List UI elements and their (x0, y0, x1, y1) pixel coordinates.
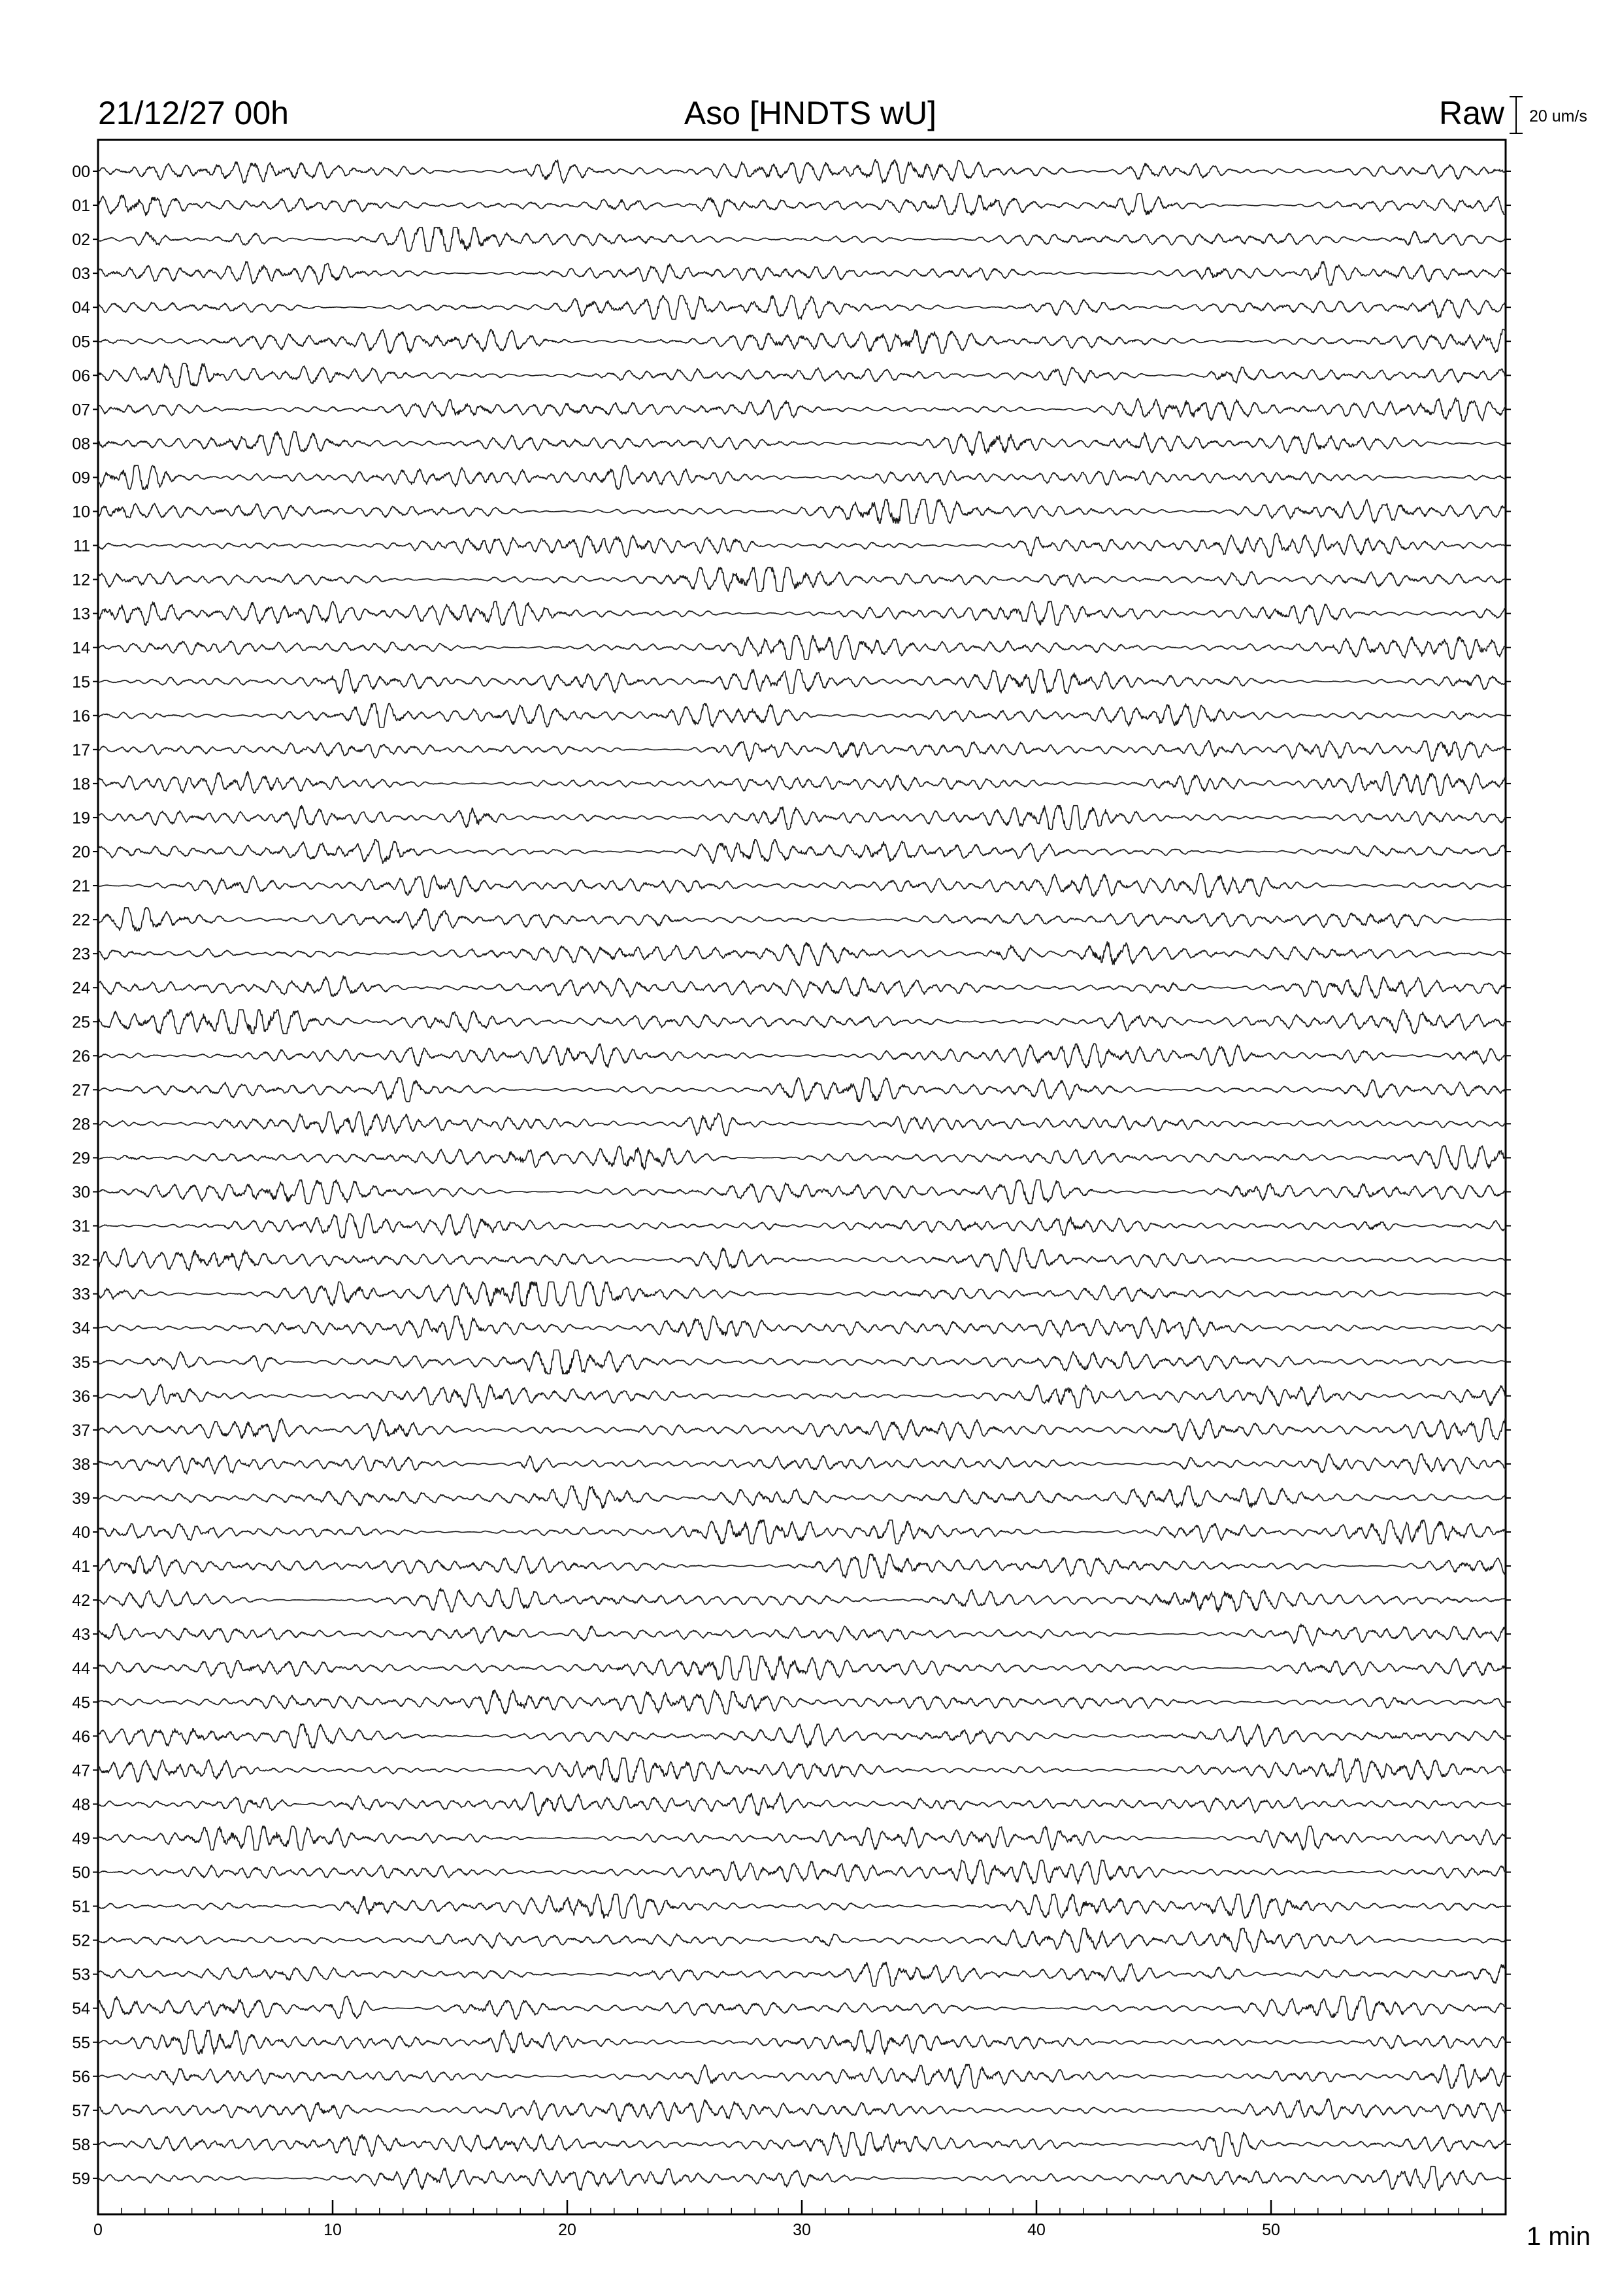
trace-row-28 (98, 1112, 1506, 1135)
row-label-26: 26 (72, 1047, 90, 1066)
row-label-40: 40 (72, 1523, 90, 1542)
row-label-59: 59 (72, 2169, 90, 2188)
row-label-56: 56 (72, 2067, 90, 2086)
trace-row-27 (98, 1078, 1506, 1102)
row-label-18: 18 (72, 774, 90, 793)
trace-row-25 (98, 1010, 1506, 1034)
row-label-24: 24 (72, 979, 90, 998)
row-label-13: 13 (72, 605, 90, 624)
row-label-12: 12 (72, 571, 90, 590)
row-label-36: 36 (72, 1387, 90, 1406)
trace-row-33 (98, 1282, 1506, 1306)
trace-row-40 (98, 1520, 1506, 1544)
x-tick-label-40: 40 (1027, 2221, 1046, 2239)
trace-row-41 (98, 1554, 1506, 1578)
trace-row-00 (98, 159, 1506, 183)
x-tick-label-0: 0 (93, 2221, 103, 2239)
row-label-52: 52 (72, 1931, 90, 1950)
row-label-45: 45 (72, 1693, 90, 1712)
row-label-44: 44 (72, 1659, 90, 1678)
row-label-58: 58 (72, 2135, 90, 2154)
trace-row-30 (98, 1180, 1506, 1203)
trace-row-38 (98, 1454, 1506, 1474)
trace-row-17 (98, 740, 1506, 761)
trace-row-20 (98, 840, 1506, 863)
row-label-27: 27 (72, 1081, 90, 1100)
trace-row-14 (98, 636, 1506, 659)
row-label-01: 01 (72, 197, 90, 216)
row-label-00: 00 (72, 163, 90, 181)
row-label-54: 54 (72, 1999, 90, 2018)
trace-row-45 (98, 1690, 1506, 1714)
row-label-48: 48 (72, 1795, 90, 1814)
chart-title: Aso [HNDTS wU] (684, 95, 937, 131)
trace-row-02 (98, 227, 1506, 251)
row-label-55: 55 (72, 2033, 90, 2052)
trace-row-03 (98, 261, 1506, 286)
row-label-09: 09 (72, 469, 90, 488)
trace-row-11 (98, 533, 1506, 557)
trace-row-09 (98, 465, 1506, 490)
x-axis-ticks (98, 2200, 1506, 2214)
trace-row-50 (98, 1860, 1506, 1884)
row-label-21: 21 (72, 877, 90, 896)
trace-row-49 (98, 1826, 1506, 1850)
trace-row-29 (98, 1146, 1506, 1170)
trace-row-05 (98, 329, 1506, 354)
x-tick-label-10: 10 (323, 2221, 342, 2239)
x-tick-label-50: 50 (1262, 2221, 1280, 2239)
x-unit-label: 1 min (1527, 2222, 1591, 2251)
row-label-16: 16 (72, 707, 90, 725)
row-label-11: 11 (73, 537, 90, 556)
trace-row-23 (98, 942, 1506, 966)
trace-row-01 (98, 193, 1506, 218)
trace-row-18 (98, 772, 1506, 795)
trace-row-34 (98, 1316, 1506, 1340)
row-label-43: 43 (72, 1625, 90, 1644)
trace-row-13 (98, 601, 1506, 625)
trace-row-46 (98, 1724, 1506, 1748)
trace-row-36 (98, 1384, 1506, 1408)
trace-row-53 (98, 1962, 1506, 1986)
trace-row-43 (98, 1623, 1506, 1646)
trace-row-35 (98, 1350, 1506, 1374)
trace-row-44 (98, 1656, 1506, 1680)
row-label-31: 31 (72, 1217, 90, 1236)
row-label-20: 20 (72, 843, 90, 861)
trace-row-47 (98, 1758, 1506, 1782)
row-label-42: 42 (72, 1591, 90, 1610)
trace-row-58 (98, 2133, 1506, 2156)
trace-row-10 (98, 499, 1506, 523)
row-label-08: 08 (72, 435, 90, 454)
trace-group (98, 159, 1506, 2190)
trace-row-24 (98, 976, 1506, 998)
row-label-03: 03 (72, 265, 90, 284)
row-label-34: 34 (72, 1319, 90, 1338)
row-label-22: 22 (72, 911, 90, 930)
row-label-05: 05 (72, 333, 90, 352)
trace-row-54 (98, 1997, 1506, 2020)
trace-row-22 (98, 908, 1506, 931)
x-tick-label-20: 20 (558, 2221, 576, 2239)
row-label-02: 02 (72, 231, 90, 250)
x-axis-tick-labels (93, 2221, 1280, 2239)
row-label-04: 04 (72, 299, 90, 318)
trace-row-37 (98, 1418, 1506, 1442)
trace-row-15 (98, 670, 1506, 694)
amplitude-scale-bar (1510, 97, 1587, 133)
row-label-41: 41 (72, 1557, 90, 1576)
trace-row-31 (98, 1214, 1506, 1238)
row-label-49: 49 (72, 1829, 90, 1848)
row-label-19: 19 (72, 808, 90, 827)
row-label-53: 53 (72, 1965, 90, 1984)
trace-row-21 (98, 874, 1506, 898)
trace-row-04 (98, 295, 1506, 319)
trace-row-26 (98, 1044, 1506, 1067)
trace-row-59 (98, 2167, 1506, 2191)
header-timestamp: 21/12/27 00h (98, 95, 289, 131)
row-label-39: 39 (72, 1489, 90, 1508)
scale-label: 20 um/s (1529, 107, 1587, 125)
trace-row-12 (98, 567, 1506, 591)
trace-row-19 (98, 806, 1506, 830)
trace-row-42 (98, 1588, 1506, 1612)
trace-row-16 (98, 704, 1506, 727)
row-label-group (72, 163, 90, 2188)
row-label-30: 30 (72, 1183, 90, 1202)
trace-row-39 (98, 1486, 1506, 1510)
row-label-17: 17 (72, 740, 90, 759)
trace-row-56 (98, 2065, 1506, 2088)
row-label-29: 29 (72, 1149, 90, 1168)
trace-row-06 (98, 363, 1506, 387)
row-label-50: 50 (72, 1863, 90, 1882)
trace-row-55 (98, 2031, 1506, 2055)
header-mode: Raw (1438, 95, 1504, 131)
row-label-37: 37 (72, 1421, 90, 1440)
trace-row-08 (98, 431, 1506, 455)
trace-row-07 (98, 398, 1506, 422)
row-label-07: 07 (72, 401, 90, 420)
row-label-38: 38 (72, 1455, 90, 1474)
row-label-15: 15 (72, 673, 90, 691)
row-label-47: 47 (72, 1761, 90, 1780)
row-label-32: 32 (72, 1251, 90, 1270)
trace-row-51 (98, 1894, 1506, 1918)
trace-row-32 (98, 1248, 1506, 1271)
plot-frame (98, 140, 1506, 2214)
row-label-28: 28 (72, 1115, 90, 1134)
row-label-46: 46 (72, 1727, 90, 1746)
trace-row-48 (98, 1792, 1506, 1816)
row-label-23: 23 (72, 945, 90, 964)
row-label-06: 06 (72, 367, 90, 386)
row-label-14: 14 (72, 639, 90, 657)
row-label-25: 25 (72, 1013, 90, 1032)
row-label-57: 57 (72, 2101, 90, 2120)
trace-row-52 (98, 1928, 1506, 1952)
row-label-35: 35 (72, 1353, 90, 1372)
row-label-51: 51 (72, 1897, 90, 1916)
x-tick-label-30: 30 (793, 2221, 811, 2239)
row-label-33: 33 (72, 1285, 90, 1304)
row-label-10: 10 (72, 503, 90, 522)
trace-row-57 (98, 2099, 1506, 2122)
